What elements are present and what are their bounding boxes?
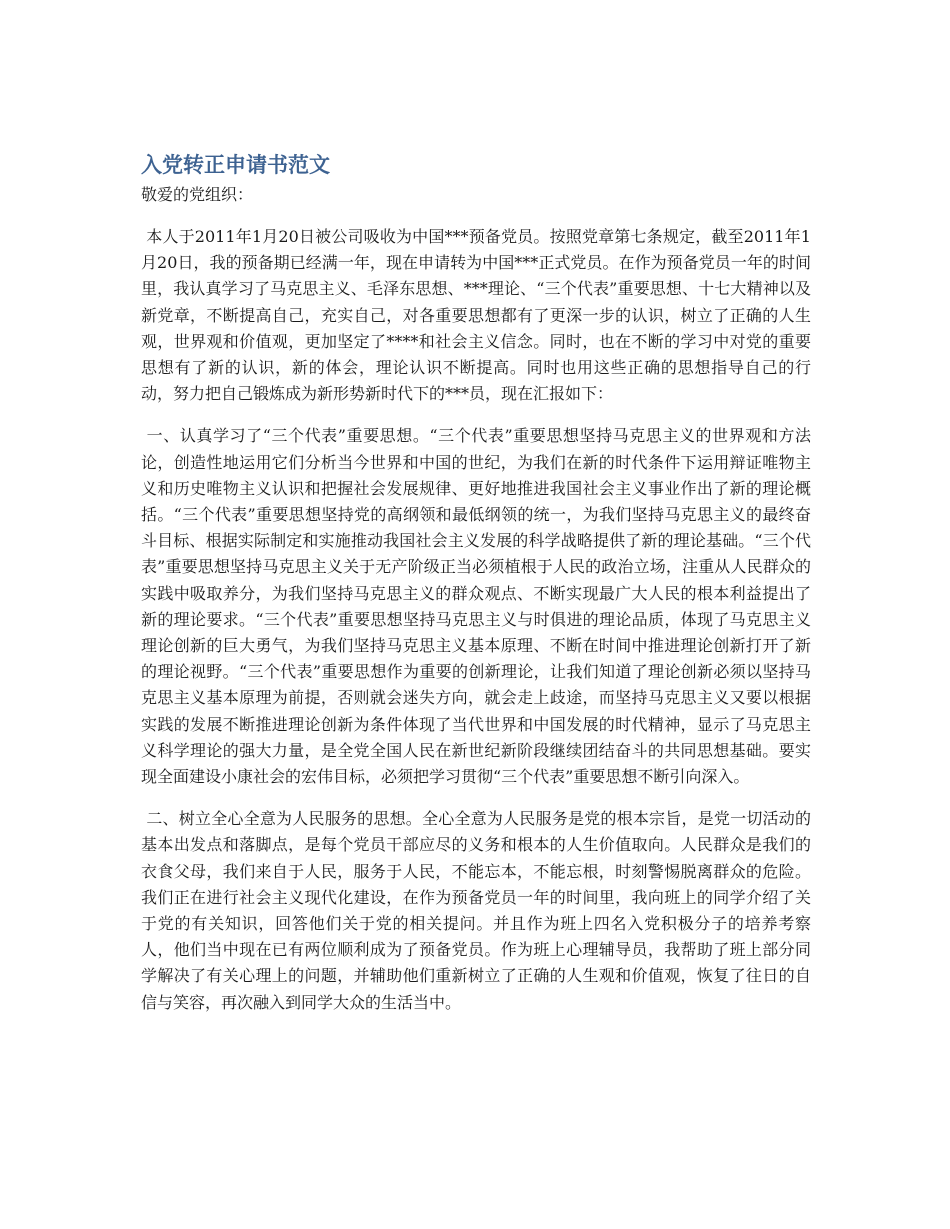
document-title: 入党转正申请书范文 [141, 153, 330, 177]
paragraph-three-represents: 一、认真学习了“三个代表”重要思想。“三个代表”重要思想坚持马克思主义的世界观和方法论，创造性地运用它们分析当今世界和中国的世纪，为我们在新的时代条件下运用辩证唯物主义和历史唯物主义认识和把握社会发展规律、更好地推进我国社会主义事业作出了新的理论概括。“三个代表”重要思想坚持党的高纲领和最低纲领的统一，为我们坚持马克思主义的最终奋斗目标、根据实际制定和实施推动我国社会主义发展的科学战略提供了新的理论基础。“三个代表”重要思想坚持马克思主义关于无产阶级正当必须植根于人民的政治立场，注重从人民群众的实践中吸取养分，为我们坚持马克思主义的群众观点、不断实现最广大人民的根本利益提出了新的理论要求。“三个代表”重要思想坚持马克思主义与时俱进的理论品质，体现了马克思主义理论创新的巨大勇气，为我们坚持马克思主义基本原理、不断在时间中推进理论创新打开了新的理论视野。“三个代表”重要思想作为重要的创新理论，让我们知道了理论创新必须以坚持马克思主义基本原理为前提，否则就会迷失方向，就会走上歧途，而坚持马克思主义又要以根据实践的发展不断推进理论创新为条件体现了当代世界和中国发展的时代精神，显示了马克思主义科学理论的强大力量，是全党全国人民在新世纪新阶段继续团结奋斗的共同思想基础。要实现全面建设小康社会的宏伟目标，必须把学习贯彻“三个代表”重要思想不断引向深入。 [141, 426, 811, 787]
paragraph-intro: 本人于2011年1月20日被公司吸收为中国***预备党员。按照党章第七条规定，截至2011年1月20日，我的预备期已经满一年，现在申请转为中国***正式党员。在作为预备党员一年的时间里，我认真学习了马克思主义、毛泽东思想、***理论、“三个代表”重要思想、十七大精神以及新党章，不断提高自己，充实自己，对各重要思想都有了更深一步的认识，树立了正确的人生观，世界观和价值观，更加坚定了****和社会主义信念。同时，也在不断的学习中对党的重要思想有了新的认识，新的体会，理论认识不断提高。同时也用这些正确的思想指导自己的行动，努力把自己锻炼成为新形势新时代下的***员，现在汇报如下： [141, 227, 811, 404]
paragraph-serve-people: 二、树立全心全意为人民服务的思想。全心全意为人民服务是党的根本宗旨，是党一切活动的基本出发点和落脚点，是每个党员干部应尽的义务和根本的人生价值取向。人民群众是我们的衣食父母，我们来自于人民，服务于人民，不能忘本，不能忘根，时刻警惕脱离群众的危险。我们正在进行社会主义现代化建设，在作为预备党员一年的时间里，我向班上的同学介绍了关于党的有关知识，回答他们关于党的相关提问。并且作为班上四名入党积极分子的培养考察人，他们当中现在已有两位顺利成为了预备党员。作为班上心理辅导员，我帮助了班上部分同学解决了有关心理上的问题，并辅助他们重新树立了正确的人生观和价值观，恢复了往日的自信与笑容，再次融入到同学大众的生活当中。 [141, 809, 811, 1012]
document-body [141, 150, 811, 1016]
salutation: 敬爱的党组织： [141, 185, 254, 204]
